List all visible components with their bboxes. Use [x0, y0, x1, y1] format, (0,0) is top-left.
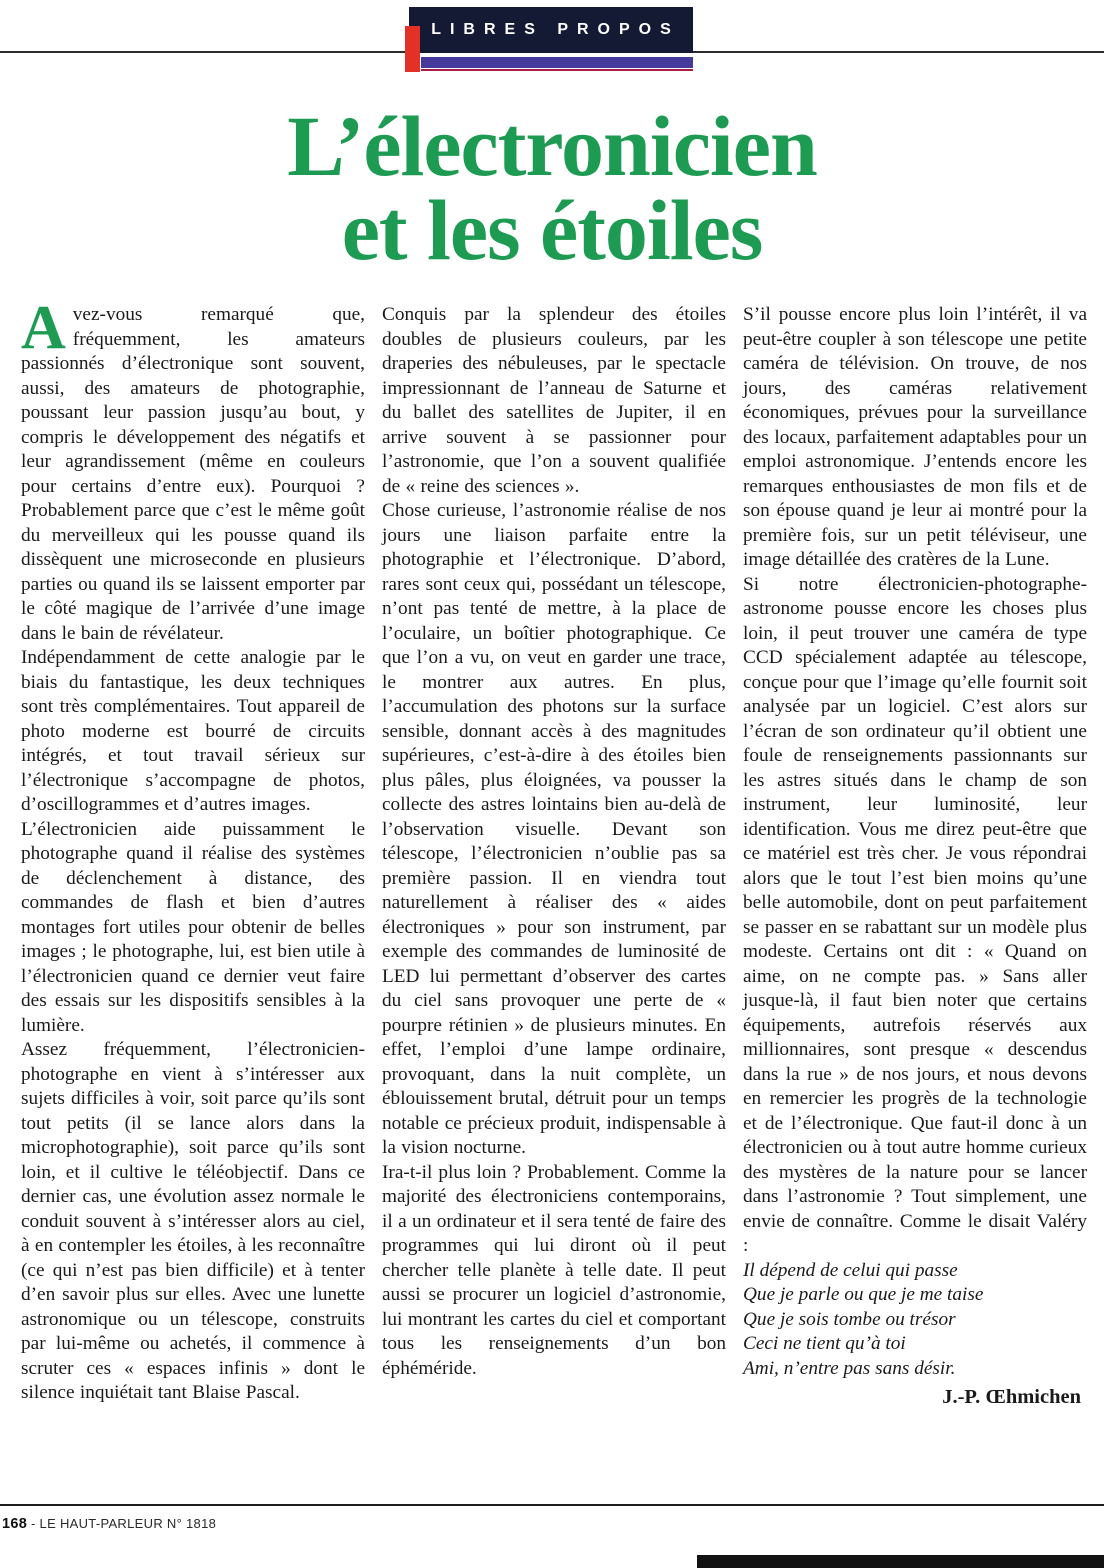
header-banner	[0, 0, 1104, 80]
paragraph: Indépendamment de cette analogie par le biais du fantastique, les deux techniques sont très complémentaires. Tout appareil de photo moderne est bourré de circuits intégrés, et tout travail sérieux sur l’électronique s’accompagne de photos, d’oscillogrammes et d’autres images.	[21, 647, 365, 815]
bottom-right-bar	[697, 1555, 1104, 1568]
paragraph: L’électronicien aide puissamment le photographe quand il réalise des systèmes de déclenchement à distance, des commandes de flash et bien d’autres montages fort utiles pour obtenir de belles images ; le photographe, lui, est bien utile à l’électronicien quand ce dernier veut faire des essais sur les dispositifs sensibles à la lumière.	[21, 818, 365, 1036]
poem-line: Que je parle ou que je me taise	[743, 1284, 984, 1305]
title-line-1: L’électronicien	[287, 98, 817, 194]
kicker-label: LIBRES PROPOS	[431, 21, 680, 38]
paragraph: Ira-t-il plus loin ? Probablement. Comme la majorité des électroniciens contemporains, il a un ordinateur et il sera tenté de faire des programmes qui lui diront où il peut chercher telle planète à telle date. Il peut aussi se procurer un logiciel d’astronomie, lui montrant les cartes du ciel et comportant tous les renseignements d’un bon éphéméride.	[382, 1161, 726, 1379]
kicker-red-bar	[405, 26, 420, 72]
paragraph-text: vez-vous remarqué que, fréquemment, les amateurs passionnés d’électronique sont souvent, aussi, des amateurs de photographie, poussant leur passion jusqu’au bout, y compris le développement des négatifs et leur agrandissement (même en couleurs pour certains d’entre eux). Pourquoi ? Probablement parce que c’est le même goût du merveilleux qui les pousse quand ils dissèquent une microseconde en plusieurs parties ou quand ils se laissent emporter par le côté magique de l’arrivée d’une image dans le bain de révélateur.	[21, 304, 365, 644]
page-title	[0, 98, 1104, 278]
footer-rule	[0, 1504, 1104, 1506]
footer	[2, 1516, 216, 1532]
poem-line: Ami, n’entre pas sans désir.	[743, 1357, 956, 1379]
poem-line: Que je sois tombe ou trésor	[743, 1308, 956, 1330]
paragraph: Assez fréquemment, l’électronicien-photographe en vient à s’intéresser aux sujets difficiles à voir, soit parce qu’ils sont tout petits (il se lance alors dans la microphotographie), soit parce qu’ils sont loin, et il cultive le téléobjectif. Dans ce dernier cas, une évolution assez normale le conduit souvent à s’intéresser alors au ciel, à en contempler les étoiles, à les reconnaître (ce qui n’est pas bien difficile) et à tenter d’en savoir plus sur elles. Avec une lunette astronomique ou un télescope, construits par lui-même ou achetés, il commence à scruter ces « espaces infinis » dont le silence inquiétait tant Blaise Pascal.	[21, 1039, 365, 1403]
poem-line: Ceci ne tient qu’à toi	[743, 1333, 906, 1354]
author-signature: J.-P. Œhmichen	[942, 1386, 1081, 1408]
poem-line: Il dépend de celui qui passe	[743, 1259, 958, 1281]
poem-quote	[743, 1259, 1087, 1382]
article-column-3	[743, 303, 1087, 1410]
kicker-box	[409, 7, 693, 53]
magazine-title: - LE HAUT-PARLEUR N° 1818	[27, 1516, 217, 1531]
paragraph: S’il pousse encore plus loin l’intérêt, il va peut-être coupler à son télescope une petite caméra de télévision. On trouve, de nos jours, des caméras relativement économiques, prévues pour la surveillance des locaux, parfaitement adaptables pour un emploi astronomique. J’entends encore les remarques enthousiastes de mon fils et de son épouse quand je leur ai montré pour la première fois, sur un petit téléviseur, une image détaillée des cratères de la Lune.	[743, 304, 1087, 570]
paragraph: Si notre électronicien-photographe-astronome pousse encore les choses plus loin, il peut trouver une caméra de type CCD spécialement adaptée au télescope, conçue pour que l’image qu’elle fournit soit analysée par un logiciel. C’est alors sur l’écran de son ordinateur qu’il obtient une foule de renseignements passionnants sur les astres situés dans le champ de son instrument, leur luminosité, leur identification. Vous me direz peut-être que ce matériel est très cher. Je vous répondrai alors que le tout l’est bien moins qu’une belle automobile, dont on peut parfaitement se passer en se rabattant sur un modèle plus modeste. Certains ont dit : « Quand on aime, on ne compte pas. » Sans aller jusque-là, il faut bien noter que certains équipements, autrefois réservés aux millionnaires, sont presque « descendus dans la rue » de nos jours, et nous devons en remercier les progrès de la technologie et de l’électronique. Que faut-il donc à un électronicien ou à tout autre homme curieux des mystères de la nature pour se lancer dans l’astronomie ? Tout simplement, une envie de connaître. Comme le disait Valéry :	[743, 573, 1087, 1256]
drop-cap: A	[21, 294, 66, 362]
title-line-2: et les étoiles	[341, 182, 763, 278]
kicker-purple-bar	[421, 57, 693, 68]
paragraph: Conquis par la splendeur des étoiles doubles de plusieurs couleurs, par les draperies des nébuleuses, par le spectacle impressionnant de l’anneau de Saturne et du ballet des satellites de Jupiter, il en arrive souvent à se passionner pour l’astronomie, que l’on a souvent qualifiée de « reine des sciences ».	[382, 304, 726, 497]
article-column-1	[21, 294, 365, 1410]
article-column-2	[382, 303, 726, 1410]
page-number: 168	[2, 1516, 28, 1532]
paragraph	[21, 294, 365, 646]
kicker-magenta-line	[421, 69, 693, 71]
paragraph: Chose curieuse, l’astronomie réalise de nos jours une liaison parfaite entre la photographie et l’électronique. D’abord, rares sont ceux qui, possédant un télescope, n’ont pas tenté de mettre, à la place de l’oculaire, un boîtier photographique. Ce que l’on a vu, on veut en garder une trace, le montrer aux autres. En plus, l’accumulation des photons sur la surface sensible, donnant accès à des magnitudes supérieures, c’est-à-dire à des étoiles bien plus pâles, plus éloignées, va pousser la collecte des astres lointains bien au-delà de l’observation visuelle. Devant son télescope, l’électronicien n’oublie pas sa première passion. Il en viendra tout naturellement à réaliser des « aides électroniques » pour son instrument, par exemple des commandes de luminosité de LED lui permettant d’observer des cartes du ciel sans provoquer une perte de « pourpre rétinien » de plusieurs minutes. En effet, l’emploi d’une lampe ordinaire, provoquant, dans la nuit complète, un éblouissement brutal, détruit pour un temps notable ce précieux produit, indispensable à la vision nocturne.	[382, 500, 726, 1158]
article-body	[21, 294, 1087, 1410]
